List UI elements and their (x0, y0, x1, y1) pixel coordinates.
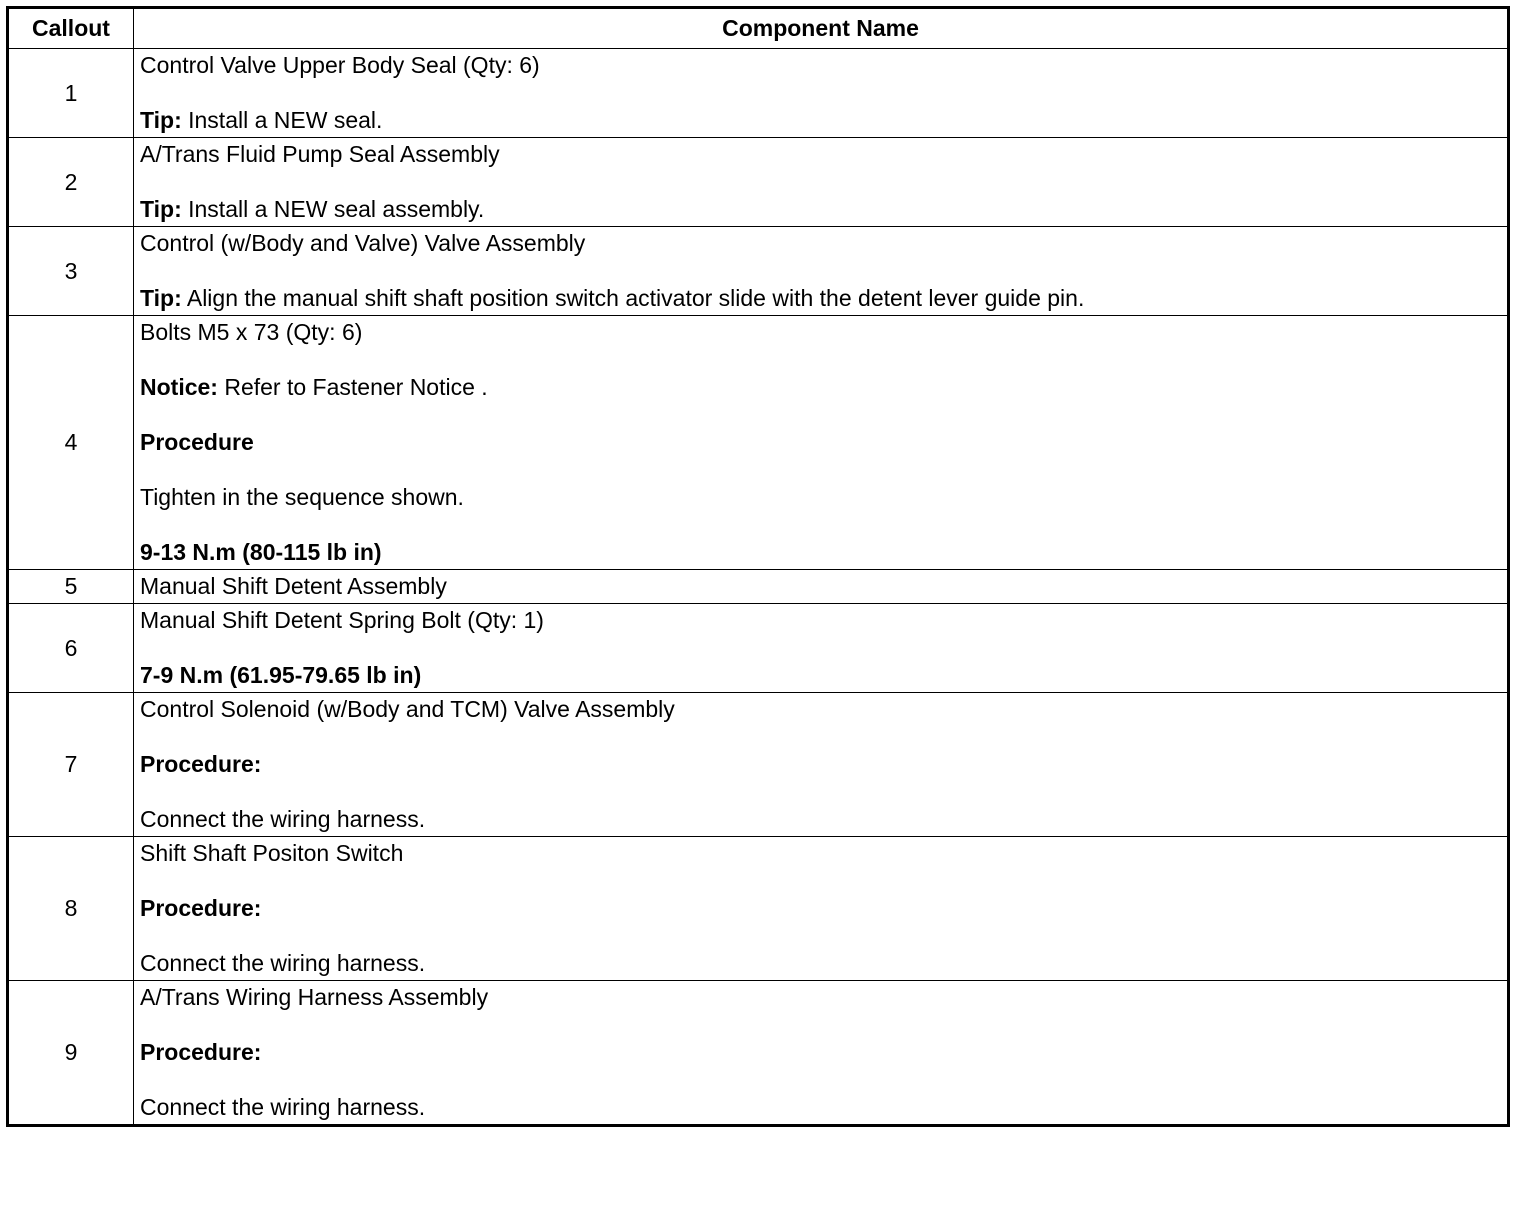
note-label: Procedure: (140, 751, 262, 777)
note-text: Control Solenoid (w/Body and TCM) Valve Assembly (140, 696, 675, 722)
table-row (8, 138, 1509, 227)
component-name (140, 319, 1501, 346)
component-cell (134, 227, 1509, 316)
callout-number: 7 (8, 693, 134, 837)
line-spacer (140, 456, 1501, 484)
callout-number: 6 (8, 604, 134, 693)
component-name (140, 230, 1501, 257)
component-name-column-header: Component Name (134, 8, 1509, 49)
line-spacer (140, 79, 1501, 107)
line-spacer (140, 634, 1501, 662)
note-text: Refer to Fastener Notice . (217, 374, 488, 400)
note-text: Control (w/Body and Valve) Valve Assembly (140, 230, 586, 256)
component-cell (134, 49, 1509, 138)
note-text: Manual Shift Detent Assembly (140, 573, 447, 599)
note-text: Control Valve Upper Body Seal (Qty: 6) (140, 52, 540, 78)
component-table (6, 6, 1510, 1127)
component-name (140, 696, 1501, 723)
line-spacer (140, 1011, 1501, 1039)
component-note (140, 429, 1501, 456)
line-spacer (140, 346, 1501, 374)
table-row (8, 570, 1509, 604)
table-row (8, 227, 1509, 316)
line-spacer (140, 922, 1501, 950)
note-text: Install a NEW seal assembly. (181, 196, 485, 222)
note-label: Tip: (140, 285, 182, 311)
table-row (8, 49, 1509, 138)
note-label: Notice: (140, 374, 218, 400)
callout-column-header: Callout (8, 8, 134, 49)
table-row (8, 604, 1509, 693)
note-label: Tip: (140, 107, 182, 133)
line-spacer (140, 723, 1501, 751)
component-cell (134, 837, 1509, 981)
component-cell (134, 316, 1509, 570)
callout-number: 8 (8, 837, 134, 981)
note-text: Connect the wiring harness. (140, 1094, 426, 1120)
note-text: Tighten in the sequence shown. (140, 484, 464, 510)
table-body (8, 49, 1509, 1126)
component-note (140, 751, 1501, 778)
note-label: 9-13 N.m (80-115 lb in) (140, 539, 382, 565)
line-spacer (140, 257, 1501, 285)
line-spacer (140, 778, 1501, 806)
note-label: Procedure: (140, 895, 262, 921)
component-name (140, 52, 1501, 79)
component-note (140, 662, 1501, 689)
component-cell (134, 981, 1509, 1126)
component-note (140, 196, 1501, 223)
component-name (140, 984, 1501, 1011)
component-note (140, 1039, 1501, 1066)
component-cell (134, 138, 1509, 227)
callout-number: 3 (8, 227, 134, 316)
component-note (140, 539, 1501, 566)
table-row (8, 693, 1509, 837)
note-label: Procedure (140, 429, 254, 455)
component-note (140, 285, 1501, 312)
component-name (140, 840, 1501, 867)
component-name (140, 141, 1501, 168)
note-label: 7-9 N.m (61.95-79.65 lb in) (140, 662, 422, 688)
component-cell (134, 693, 1509, 837)
callout-number: 4 (8, 316, 134, 570)
callout-number: 1 (8, 49, 134, 138)
note-text: Shift Shaft Positon Switch (140, 840, 404, 866)
component-note (140, 895, 1501, 922)
table-row (8, 837, 1509, 981)
note-text: Connect the wiring harness. (140, 950, 426, 976)
component-note (140, 374, 1501, 401)
line-spacer (140, 168, 1501, 196)
component-cell (134, 570, 1509, 604)
callout-number: 9 (8, 981, 134, 1126)
callout-number: 2 (8, 138, 134, 227)
note-text: Install a NEW seal. (181, 107, 383, 133)
table-header-row (8, 8, 1509, 49)
note-text: Bolts M5 x 73 (Qty: 6) (140, 319, 363, 345)
component-note (140, 484, 1501, 511)
component-name (140, 607, 1501, 634)
line-spacer (140, 867, 1501, 895)
note-label: Tip: (140, 196, 182, 222)
callout-number: 5 (8, 570, 134, 604)
note-text: A/Trans Fluid Pump Seal Assembly (140, 141, 500, 167)
note-text: Connect the wiring harness. (140, 806, 426, 832)
line-spacer (140, 1066, 1501, 1094)
component-cell (134, 604, 1509, 693)
table-row (8, 316, 1509, 570)
note-text: Align the manual shift shaft position switch activator slide with the detent lever guide pin. (181, 285, 1085, 311)
component-note (140, 1094, 1501, 1121)
note-label: Procedure: (140, 1039, 262, 1065)
line-spacer (140, 511, 1501, 539)
note-text: Manual Shift Detent Spring Bolt (Qty: 1) (140, 607, 544, 633)
line-spacer (140, 401, 1501, 429)
component-note (140, 107, 1501, 134)
component-name (140, 573, 1501, 600)
note-text: A/Trans Wiring Harness Assembly (140, 984, 489, 1010)
component-note (140, 806, 1501, 833)
table-row (8, 981, 1509, 1126)
component-note (140, 950, 1501, 977)
